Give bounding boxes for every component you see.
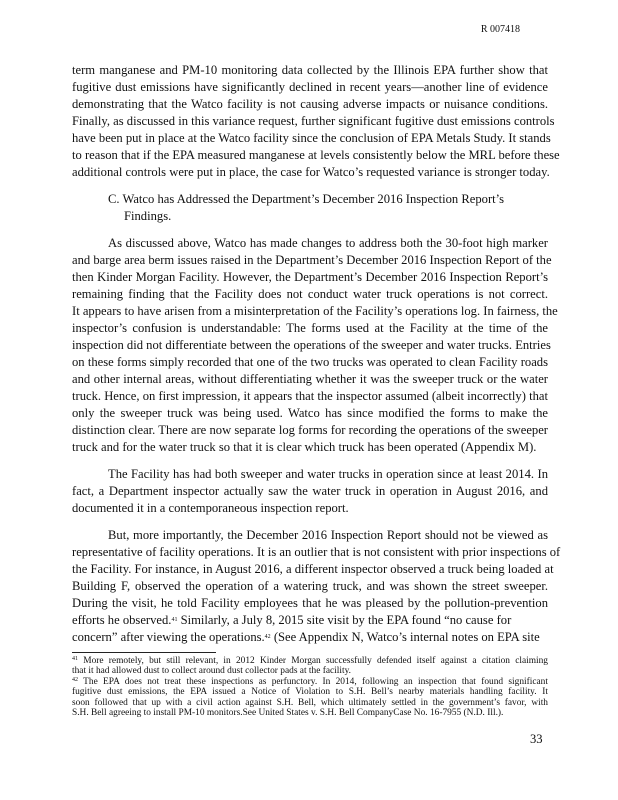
body-line: remaining finding that the Facility does not conduct water truck operations is not correct. [72, 287, 548, 301]
text: (See Appendix N, Watco’s internal notes on EPA site [270, 630, 540, 644]
body-line: and other internal areas, without differentiating whether it was the sweeper truck or the water [72, 372, 548, 386]
section-heading [72, 191, 548, 225]
body-line: only the sweeper truck was being used. Watco has since modified the forms to make the [72, 406, 548, 420]
body-line: fugitive dust emissions have significantly declined in recent years—another line of evidence [72, 80, 548, 94]
body-line: the Facility. For instance, in August 2016, a different inspector observed a truck being loaded at [72, 562, 554, 576]
heading-line: Findings. [124, 209, 172, 223]
body-line: distinction clear. There are now separate log forms for recording the operations of the sweeper [72, 423, 548, 437]
footnote-ref[interactable]: 42 [264, 634, 271, 640]
footnote-number: 41 [72, 656, 78, 662]
paragraph-3 [72, 466, 548, 517]
footnote-number: 42 [72, 676, 78, 683]
paragraph-1 [72, 62, 560, 181]
page-number: 33 [530, 732, 543, 746]
footnote-ref[interactable]: 41 [171, 617, 178, 623]
footnote-line [72, 677, 548, 687]
footnote-text: fugitive dust emissions, the EPA issued a Notice of Violation to S.H. Bell’s nearby materials handling facility. It [72, 687, 548, 698]
bates-number: R 007418 [480, 24, 520, 35]
footnotes [72, 656, 548, 718]
paragraph-4 [72, 527, 561, 612]
footnote-line [72, 687, 548, 697]
body-line: additional controls were put in place, the case for Watco’s requested variance is stronger today. [72, 165, 550, 179]
footnote-line [72, 656, 548, 666]
footnote-text: that it had allowed dust to collect around dust collector pads at the facility. [72, 666, 351, 677]
body-line: documented it in a contemporaneous inspection report. [72, 501, 349, 515]
text: concern” after viewing the operations. [72, 630, 265, 644]
body-line: truck and for the water truck so that it is clear which truck has been operated (Appendix M). [72, 440, 537, 454]
footnote-text: S.H. Bell agreeing to install PM-10 monitors.See United States v. S.H. Bell CompanyCase No. 16-7955 (N.D. Ill.). [72, 708, 504, 719]
body-line: Building F, observed the operation of a watering truck, and was shown the street sweeper. [72, 579, 548, 593]
text: efforts he observed. [72, 613, 172, 627]
body-line: then Kinder Morgan Facility. However, the Department’s December 2016 Inspection Report’s [72, 270, 548, 284]
body-line [72, 629, 548, 646]
body-line: During the visit, he told Facility employees that he was pleased by the pollution-prevention [72, 596, 548, 610]
heading-line: C. Watco has Addressed the Department’s December 2016 Inspection Report’s [108, 192, 505, 206]
body-line: It appears to have arisen from a misinterpretation of the Facility’s operations log. In fairness, the [72, 304, 558, 318]
body-line: have been put in place at the Watco facility since the conclusion of EPA Metals Study. It stands [72, 131, 551, 145]
body-line: The Facility has had both sweeper and water trucks in operation since at least 2014. In [108, 467, 548, 481]
footnote-line [72, 708, 548, 718]
body-line: As discussed above, Watco has made changes to address both the 30-foot high marker [108, 236, 548, 250]
body-line: truck. Hence, on first impression, it appears that the inspector assumed (albeit incorrectly) that [72, 389, 548, 403]
body-line [72, 612, 548, 629]
footnote-text: The EPA does not treat these inspections as perfunctory. In 2014, following an inspection that found significant [83, 676, 548, 687]
footnote-line [72, 698, 548, 708]
body-line: representative of facility operations. It is an outlier that is not consistent with prior inspections of [72, 545, 561, 559]
footnote-text: soon followed that up with a civil action against S.H. Bell, which ultimately settled in the government’s favor, with [72, 697, 548, 708]
text: Similarly, a July 8, 2015 site visit by the EPA found “no cause for [177, 613, 512, 627]
body-line: term manganese and PM-10 monitoring data collected by the Illinois EPA further show that [72, 63, 548, 77]
body-line: and barge area berm issues raised in the Department’s December 2016 Inspection Report of the [72, 253, 552, 267]
body-line: Finally, as discussed in this variance request, further significant fugitive dust emissions controls [72, 114, 555, 128]
body-text [72, 62, 561, 646]
body-line: demonstrating that the Watco facility is not causing adverse impacts or nuisance conditions. [72, 97, 548, 111]
paragraph-2 [72, 235, 558, 456]
body-line: inspection did not differentiate between the operations of the sweeper and water trucks. Entries [72, 338, 551, 352]
body-line: But, more importantly, the December 2016 Inspection Report should not be viewed as [108, 528, 548, 542]
footnote-text: More remotely, but still relevant, in 2012 Kinder Morgan successfully defended itself against a citation claiming [83, 656, 548, 666]
body-line: on these forms simply recorded that one of the two trucks was operated to clean Facility roads [72, 355, 548, 369]
body-line: to reason that if the EPA measured manganese at levels consistently below the MRL before these [72, 148, 560, 162]
body-line: fact, a Department inspector actually saw the water truck in operation in August 2016, and [72, 484, 548, 498]
footnote-line [72, 666, 548, 676]
footnote-divider [72, 652, 216, 653]
body-line: inspector’s confusion is understandable: The forms used at the Facility at the time of the [72, 321, 548, 335]
